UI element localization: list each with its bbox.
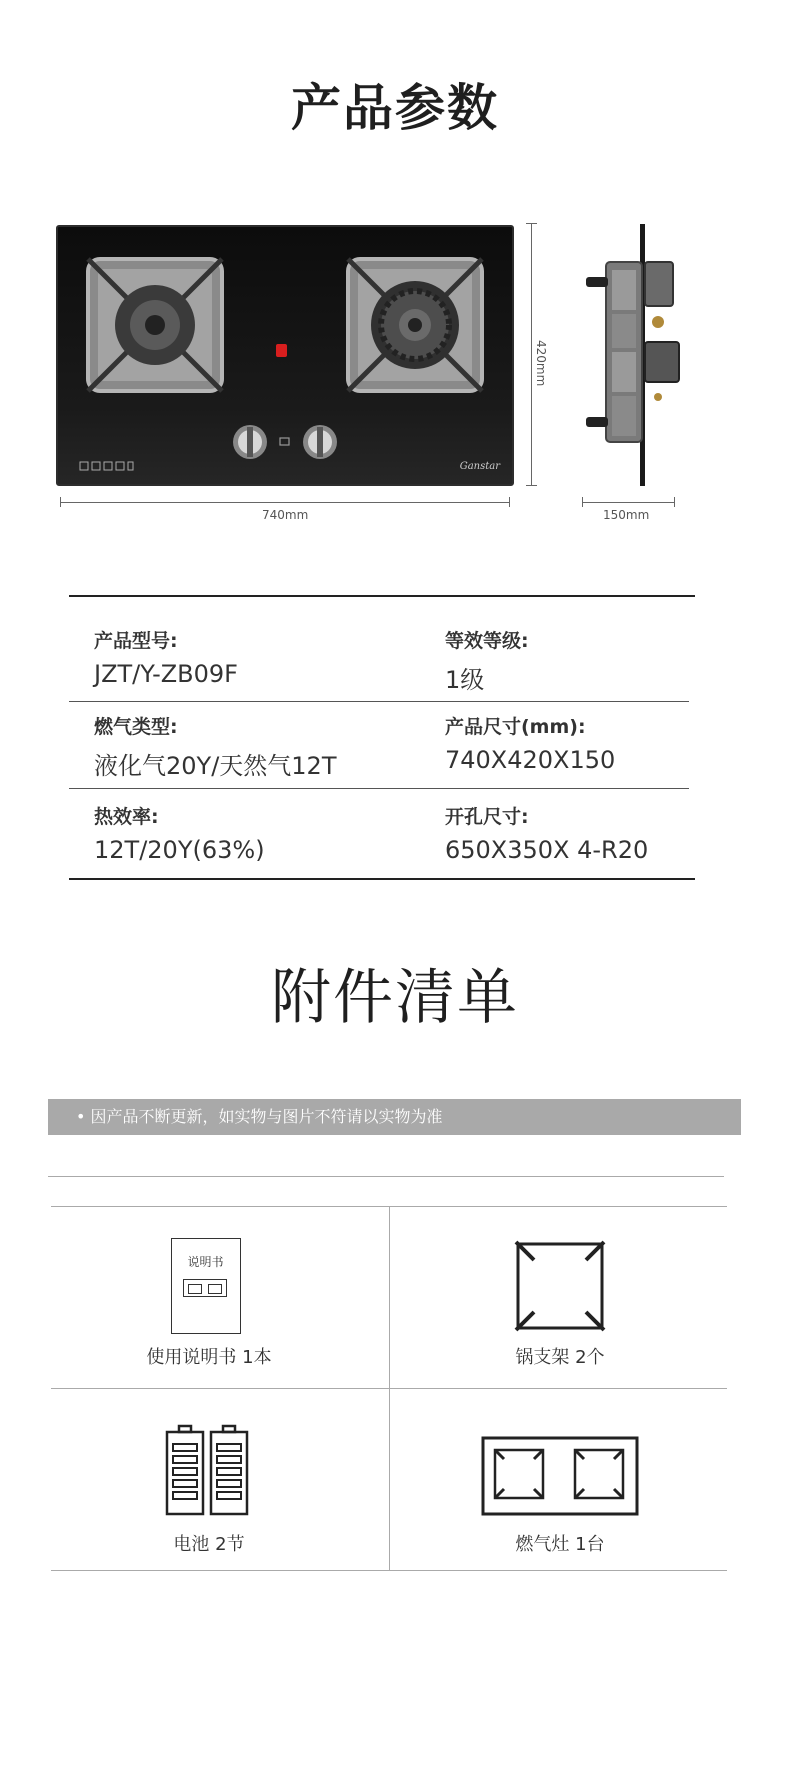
spec-label-size: 产品尺寸(mm): — [445, 716, 586, 738]
accessory-label-pan-support: 锅支架 2个 — [515, 1347, 605, 1368]
section-title-accessories: 附件清单 — [271, 963, 519, 1033]
right-burner — [348, 259, 482, 391]
brand-logo: Ganstar — [459, 461, 500, 472]
accessory-label-manual: 使用说明书 1本 — [146, 1347, 272, 1368]
spec-value-efficiency: 12T/20Y(63%) — [94, 836, 265, 864]
height-dim-cap-bottom — [526, 485, 537, 486]
red-indicator — [276, 344, 287, 357]
manual-icon-text: 说明书 — [187, 1255, 224, 1269]
certification-icons — [80, 462, 133, 470]
spec-value-model: JZT/Y-ZB09F — [94, 660, 238, 688]
depth-dim-line — [582, 502, 675, 503]
spec-value-size: 740X420X150 — [445, 746, 616, 774]
spec-value-cutout: 650X350X 4-R20 — [445, 836, 649, 864]
right-knob — [303, 425, 337, 459]
spec-label-grade: 等效等级: — [445, 630, 529, 652]
left-burner — [88, 259, 222, 391]
notice-bar: • 因产品不断更新，如实物与图片不符请以实物为准 — [48, 1099, 741, 1135]
spec-value-gas-type: 液化气20Y/天然气12T — [94, 752, 337, 780]
height-dim-line — [531, 223, 532, 486]
stove-front-image — [56, 225, 514, 486]
spec-table-top-rule — [69, 595, 695, 597]
grid-top-line — [48, 1176, 724, 1177]
battery-icon — [165, 1424, 249, 1516]
grid-line — [51, 1570, 727, 1571]
pan-support-icon — [512, 1238, 608, 1334]
spec-row-divider — [69, 701, 689, 702]
stove-outline-icon — [481, 1436, 639, 1516]
left-knob — [233, 425, 267, 459]
height-label: 420mm — [534, 340, 548, 387]
width-dim-cap-right — [509, 497, 510, 507]
spec-label-gas-type: 燃气类型: — [94, 716, 178, 738]
width-dim-line — [60, 502, 510, 503]
grid-divider — [389, 1206, 390, 1570]
accessory-label-stove: 燃气灶 1台 — [515, 1534, 605, 1555]
depth-dim-cap-right — [674, 497, 675, 507]
spec-table-bottom-rule — [69, 878, 695, 880]
manual-icon — [171, 1238, 241, 1334]
depth-dim-cap-left — [582, 497, 583, 507]
width-label: 740mm — [262, 508, 309, 522]
depth-label: 150mm — [603, 508, 650, 522]
section-title-params: 产品参数 — [291, 79, 499, 137]
spec-value-grade: 1级 — [445, 666, 485, 694]
manual-icon-diagram — [183, 1279, 227, 1297]
height-dim-cap-top — [526, 223, 537, 224]
spec-row-divider — [69, 788, 689, 789]
spec-label-model: 产品型号: — [94, 630, 178, 652]
stove-side-image — [578, 222, 688, 488]
spec-label-efficiency: 热效率: — [94, 806, 159, 828]
spec-label-cutout: 开孔尺寸: — [445, 806, 529, 828]
width-dim-cap-left — [60, 497, 61, 507]
accessory-label-battery: 电池 2节 — [173, 1534, 245, 1555]
